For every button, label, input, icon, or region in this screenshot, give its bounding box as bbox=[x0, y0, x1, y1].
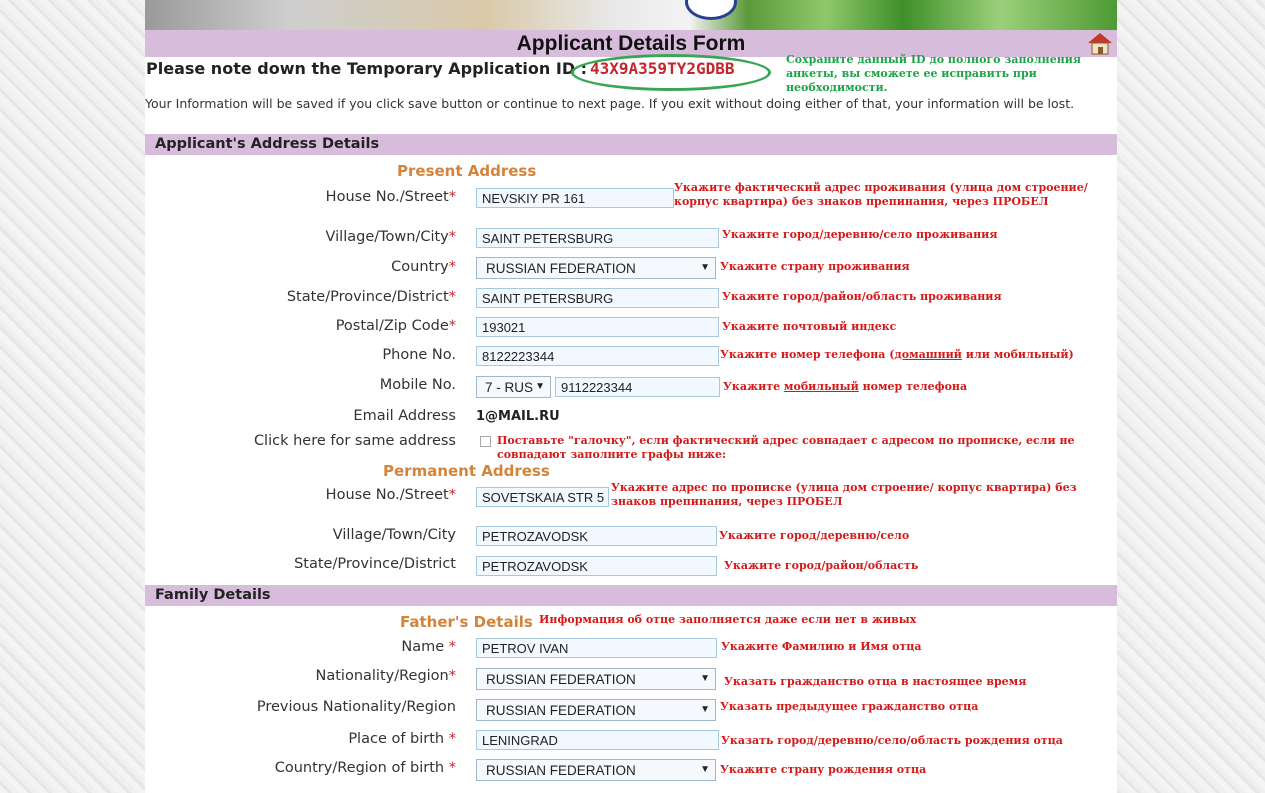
perm-state-input[interactable]: PETROZAVODSK bbox=[476, 556, 717, 576]
father-name-label: Name * bbox=[401, 639, 456, 655]
family-section-title: Family Details bbox=[155, 587, 271, 603]
father-name-input[interactable]: PETROV IVAN bbox=[476, 638, 717, 658]
family-section-header bbox=[145, 585, 1117, 606]
chevron-down-icon: ▼ bbox=[700, 704, 710, 715]
father-prev-nationality-hint: Указать предыдущее гражданство отца bbox=[720, 700, 979, 713]
village-label: Village/Town/City* bbox=[325, 229, 456, 245]
state-hint: Укажите город/район/область проживания bbox=[722, 290, 1002, 303]
email-value: 1@MAIL.RU bbox=[476, 409, 560, 424]
phone-label: Phone No. bbox=[382, 347, 456, 363]
same-address-label: Click here for same address bbox=[253, 433, 456, 449]
address-section-title: Applicant's Address Details bbox=[155, 136, 380, 152]
perm-village-hint: Укажите город/деревню/село bbox=[719, 529, 910, 542]
phone-input[interactable]: 8122223344 bbox=[476, 346, 719, 366]
father-name-hint: Укажите Фамилию и Имя отца bbox=[721, 640, 922, 653]
chevron-down-icon: ▼ bbox=[700, 764, 710, 775]
father-nationality-hint: Указать гражданство отца в настоящее время bbox=[724, 675, 1027, 688]
father-prev-nationality-select[interactable]: RUSSIAN FEDERATION ▼ bbox=[476, 699, 716, 721]
mobile-input[interactable]: 9112223344 bbox=[555, 377, 720, 397]
same-address-hint: Поставьте "галочку", если фактический адрес совпадает с адресом по прописке, если не совпадают заполните графы ниже: bbox=[497, 434, 1075, 461]
father-birthplace-hint: Указать город/деревню/село/область рождения отца bbox=[721, 734, 1063, 747]
perm-village-label: Village/Town/City bbox=[332, 527, 456, 543]
state-label: State/Province/District* bbox=[286, 289, 456, 305]
chevron-down-icon: ▼ bbox=[535, 381, 545, 392]
perm-state-hint: Укажите город/район/область bbox=[724, 559, 919, 572]
house-street-input[interactable]: NEVSKIY PR 161 bbox=[476, 188, 674, 208]
father-note: Информация об отце заполняется даже если нет в живых bbox=[539, 613, 917, 626]
present-address-title: Present Address bbox=[397, 162, 537, 180]
house-label: House No./Street* bbox=[325, 189, 456, 205]
temp-id-value: 43X9A359TY2GDBB bbox=[590, 59, 735, 78]
page-title: Applicant Details Form bbox=[516, 32, 746, 55]
emblem-logo bbox=[685, 0, 737, 20]
perm-house-hint: Укажите адрес по прописке (улица дом строение/ корпус квартира) без знаков препинания, через ПРОБЕЛ bbox=[611, 481, 1077, 508]
state-input[interactable]: SAINT PETERSBURG bbox=[476, 288, 719, 308]
perm-state-label: State/Province/District bbox=[294, 556, 456, 572]
father-birthplace-label: Place of birth * bbox=[348, 731, 456, 747]
father-birthcountry-select[interactable]: RUSSIAN FEDERATION ▼ bbox=[476, 759, 716, 781]
save-info-text: Your Information will be saved if you click save button or continue to next page. If you exit without doing either of that, your information will be lost. bbox=[145, 96, 1075, 111]
country-select[interactable]: RUSSIAN FEDERATION ▼ bbox=[476, 257, 716, 279]
perm-house-label: House No./Street* bbox=[325, 487, 456, 503]
perm-village-input[interactable]: PETROZAVODSK bbox=[476, 526, 717, 546]
village-input[interactable]: SAINT PETERSBURG bbox=[476, 228, 719, 248]
permanent-address-title: Permanent Address bbox=[383, 462, 550, 480]
same-address-checkbox[interactable] bbox=[480, 436, 491, 447]
father-birthcountry-hint: Укажите страну рождения отца bbox=[720, 763, 927, 776]
house-hint: Укажите фактический адрес проживания (улица дом строение/корпус квартира) без знаков препинания, через ПРОБЕЛ bbox=[674, 181, 1088, 208]
chevron-down-icon: ▼ bbox=[700, 262, 710, 273]
postal-input[interactable]: 193021 bbox=[476, 317, 719, 337]
perm-house-input[interactable]: SOVETSKAIA STR 5 bbox=[476, 487, 609, 507]
chevron-down-icon: ▼ bbox=[700, 673, 710, 684]
form-page bbox=[145, 0, 1117, 793]
country-label: Country* bbox=[391, 259, 456, 275]
mobile-code-select[interactable]: 7 - RUS ▼ bbox=[476, 376, 551, 398]
postal-hint: Укажите почтовый индекс bbox=[722, 320, 897, 333]
postal-label: Postal/Zip Code* bbox=[335, 318, 456, 334]
father-birthplace-input[interactable]: LENINGRAD bbox=[476, 730, 719, 750]
mobile-label: Mobile No. bbox=[379, 377, 456, 393]
country-hint: Укажите страну проживания bbox=[720, 260, 910, 273]
father-nationality-label: Nationality/Region* bbox=[315, 668, 456, 684]
phone-hint: Укажите номер телефона (домашний или мобильный) bbox=[720, 348, 1074, 361]
father-prev-nationality-label: Previous Nationality/Region bbox=[256, 699, 456, 715]
father-nationality-select[interactable]: RUSSIAN FEDERATION ▼ bbox=[476, 668, 716, 690]
temp-id-label: Please note down the Temporary Application ID : bbox=[146, 59, 588, 78]
temp-id-highlight bbox=[571, 54, 771, 91]
address-section-header bbox=[145, 134, 1117, 155]
father-birthcountry-label: Country/Region of birth * bbox=[274, 760, 456, 776]
village-hint: Укажите город/деревню/село проживания bbox=[722, 228, 998, 241]
email-label: Email Address bbox=[353, 408, 456, 424]
father-details-title: Father's Details bbox=[400, 613, 533, 631]
temp-id-note: Сохраните данный ID до полного заполнения анкеты, вы сможете ее исправить при необходимости. bbox=[786, 53, 1082, 94]
mobile-hint: Укажите мобильный номер телефона bbox=[723, 380, 968, 393]
header-banner bbox=[145, 0, 1117, 30]
